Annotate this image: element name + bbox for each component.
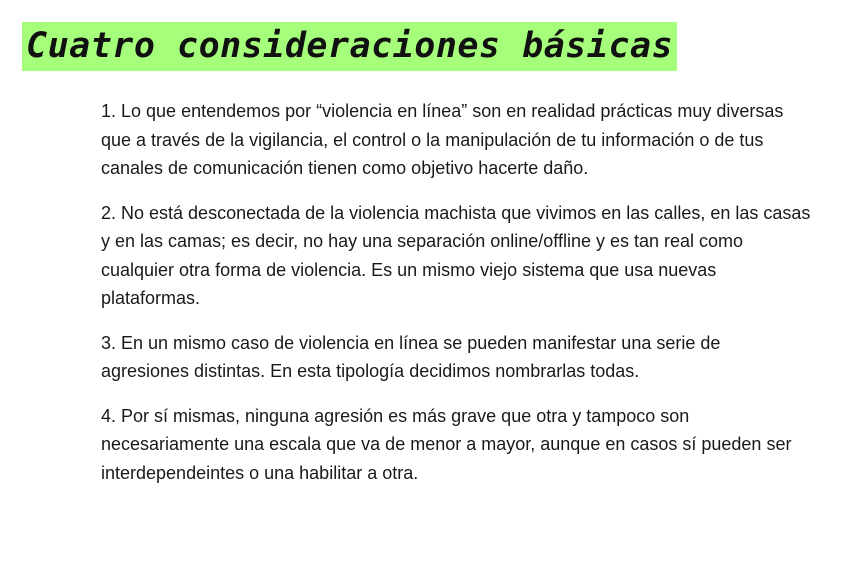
title-highlight [22,22,677,71]
consideration-item-4: 4. Por sí mismas, ninguna agresión es más grave que otra y tampoco son necesariamente una escala que va de menor a mayor, aunque en casos sí pueden ser interdependeintes o una habilitar a otra. [101,405,792,483]
consideration-item-3: 3. En un mismo caso de violencia en línea se pueden manifestar una serie de agresiones distintas. En esta tipología decidimos nombrarlas todas. [101,332,721,381]
consideration-item-2: 2. No está desconectada de la violencia machista que vivimos en las calles, en las casas y en las camas; es decir, no hay una separación online/offline y es tan real como cualquier otra forma de violencia. Es un mismo viejo sistema que usa nuevas plataformas. [101,202,811,308]
consideration-item-1: 1. Lo que entendemos por “violencia en línea” son en realidad prácticas muy diversas que a través de la vigilancia, el control o la manipulación de tu información o de tus canales de comunicación tienen como objetivo hacerte daño. [101,101,784,178]
page-title: Cuatro consideraciones básicas [26,26,674,66]
considerations-list [101,97,813,503]
